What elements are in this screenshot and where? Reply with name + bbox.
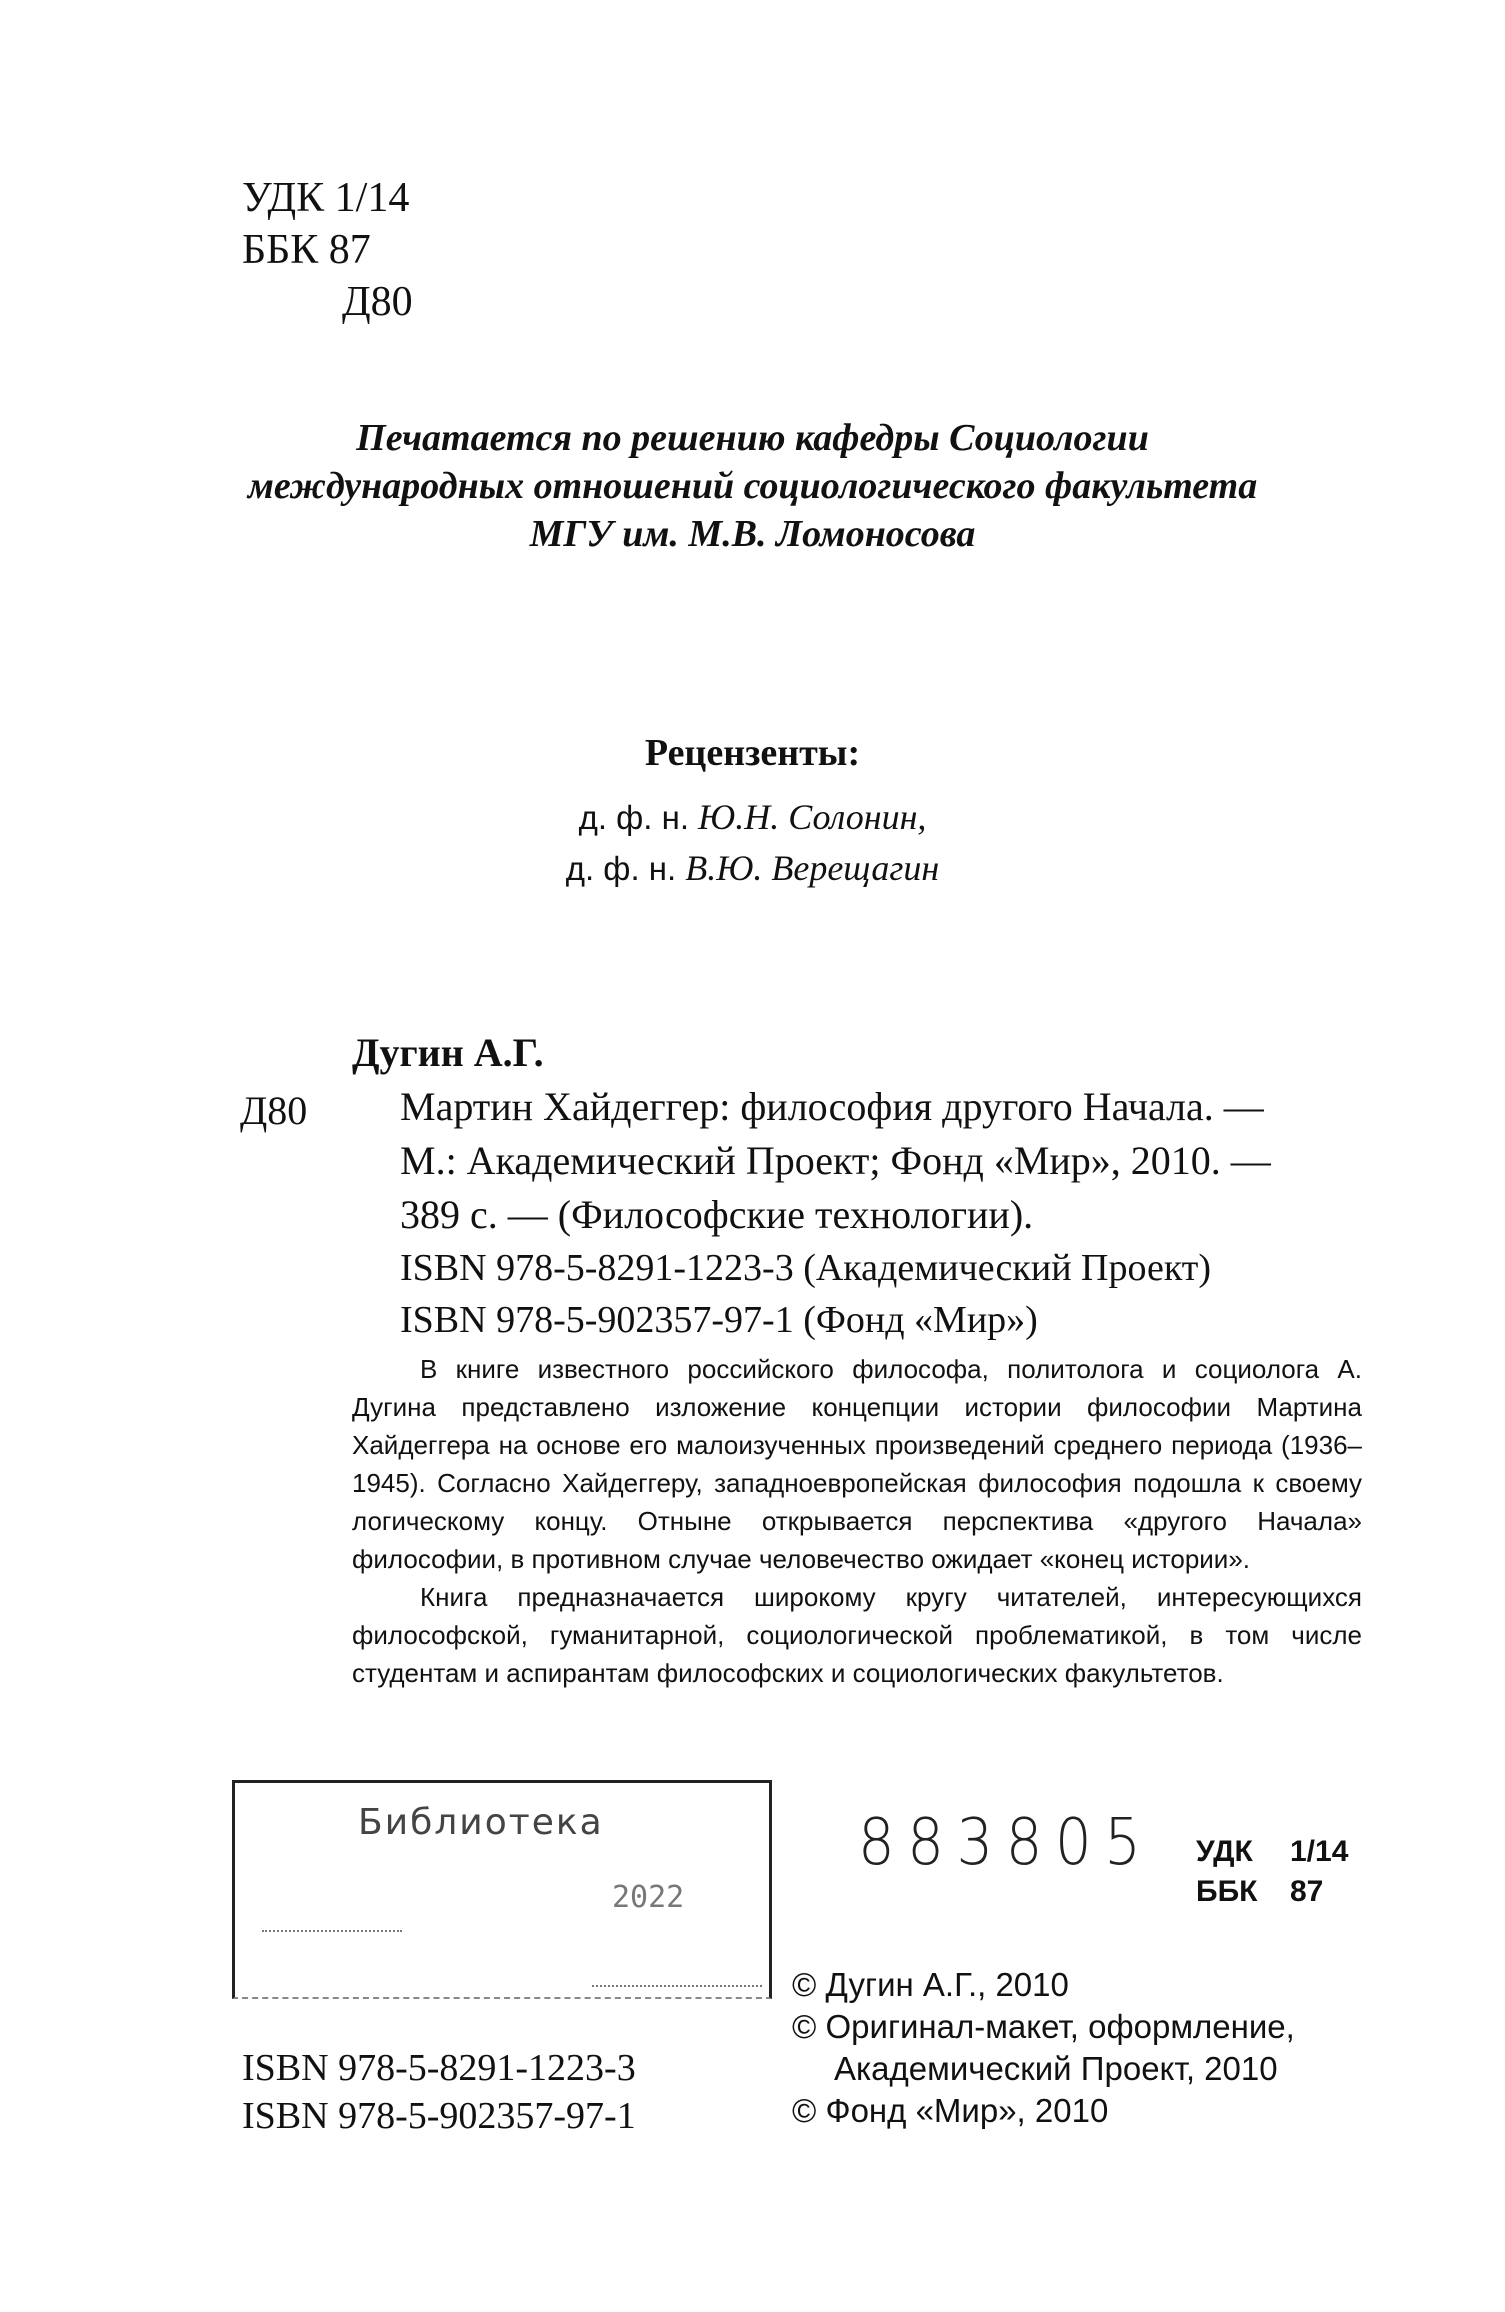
- reviewers-title: Рецензенты:: [644, 732, 861, 774]
- isbn-entry: ISBN 978-5-8291-1223-3 (Академический Проект): [400, 1247, 1212, 1289]
- bibliographic-line: Мартин Хайдеггер: философия другого Начала. —: [400, 1084, 1264, 1129]
- bbk-code: ББК 87: [242, 227, 371, 273]
- reviewer-degree: д. ф. н.: [565, 850, 677, 887]
- inventory-number: 883805: [858, 1806, 1154, 1880]
- isbn-bottom: [242, 2044, 636, 2140]
- reviewer-degree: д. ф. н.: [578, 799, 690, 836]
- stamp-text: Библиотека: [358, 1802, 604, 1843]
- bibliographic-line: 389 с. — (Философские технологии).: [400, 1192, 1034, 1237]
- stamp-divider: [592, 1985, 762, 1987]
- copyright-line: © Оригинал-макет, оформление,: [792, 2008, 1295, 2045]
- book-author: Дугин А.Г.: [352, 1030, 544, 1075]
- classification-block: [242, 172, 413, 328]
- annotation: [352, 1350, 1362, 1692]
- copyright-line: Академический Проект, 2010: [834, 2050, 1278, 2087]
- udk-label: УДК: [1196, 1835, 1253, 1868]
- stamp-divider: [262, 1930, 402, 1932]
- isbn-bottom-entry: ISBN 978-5-902357-97-1: [242, 2095, 636, 2137]
- bbk-value: 87: [1290, 1875, 1324, 1908]
- approval-line: Печатается по решению кафедры Социологии: [356, 417, 1149, 459]
- udk-value: 1/14: [1290, 1835, 1349, 1868]
- bibliographic-description: [400, 1080, 1360, 1242]
- reviewer-item: [0, 843, 1505, 894]
- isbn-list: [400, 1242, 1211, 1346]
- approval-line: международных отношений социологического факультета: [247, 465, 1258, 507]
- shelf-mark: Д80: [240, 1088, 308, 1133]
- annotation-paragraph: Книга предназначается широкому кругу читателей, интересующихся философской, гуманитарной, социологической проблематикой, в том числе студентам и аспирантам философских и социологических факультетов.: [352, 1582, 1362, 1688]
- udk-code: УДК 1/14: [242, 175, 410, 221]
- author-mark: Д80: [342, 279, 413, 325]
- approval-line: МГУ им. М.В. Ломоносова: [529, 513, 976, 555]
- library-stamp: [232, 1780, 768, 1996]
- approval-statement: [0, 414, 1505, 558]
- reviewer-name: В.Ю. Верещагин: [685, 848, 940, 888]
- reviewer-item: [0, 792, 1505, 843]
- copyright-line: © Фонд «Мир», 2010: [792, 2092, 1109, 2129]
- isbn-bottom-entry: ISBN 978-5-8291-1223-3: [242, 2047, 636, 2089]
- reviewer-name: Ю.Н. Солонин,: [698, 797, 927, 837]
- annotation-paragraph: В книге известного российского философа, политолога и социолога А. Дугина представлено изложение концепции истории философии Мартина Хайдеггера на основе его малоизученных произведений среднего периода (1936–1945). Согласно Хайдеггеру, западноевропейская философия подошла к своему логическому концу. Отныне открывается перспектива «другого Начала» философии, в противном случае человечество ожидает «конец истории».: [352, 1354, 1362, 1574]
- isbn-entry: ISBN 978-5-902357-97-1 (Фонд «Мир»): [400, 1299, 1038, 1341]
- reviewers-list: [0, 792, 1505, 894]
- bbk-label: ББК: [1196, 1875, 1258, 1908]
- copyright-block: [792, 1964, 1295, 2132]
- bottom-udk: [1196, 1832, 1348, 1872]
- bottom-classification: [1196, 1832, 1348, 1912]
- copyright-line: © Дугин А.Г., 2010: [792, 1966, 1069, 2003]
- bibliographic-line: М.: Академический Проект; Фонд «Мир», 2010. —: [400, 1138, 1271, 1183]
- stamp-mark: 2022: [612, 1880, 685, 1915]
- bottom-bbk: [1196, 1872, 1348, 1912]
